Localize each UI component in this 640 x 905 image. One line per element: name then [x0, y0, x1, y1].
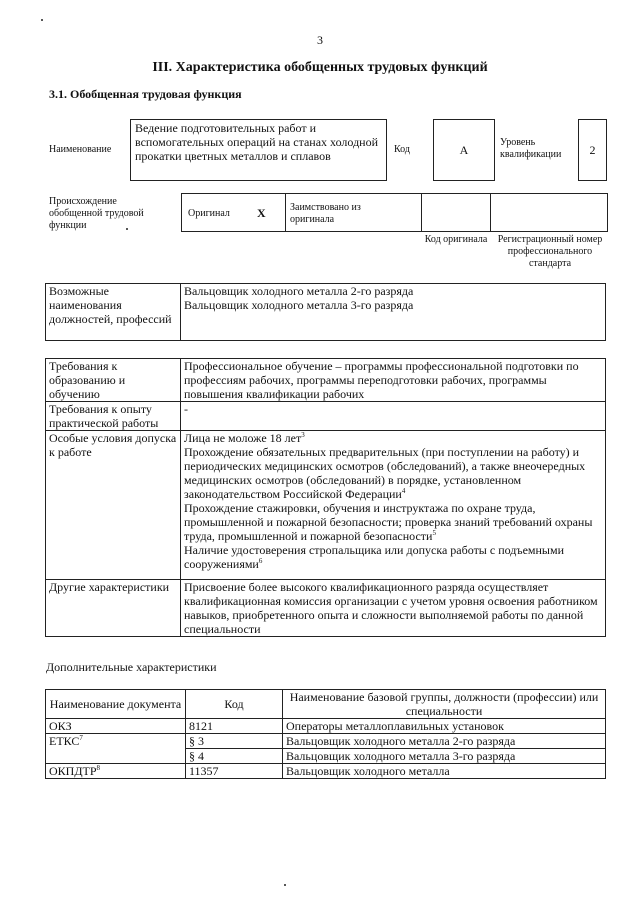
other-value: Присвоение более высокого квалификационного разряда осуществляет квалификационная комиссия организации с учетом уровня освоения работником навыков, приобретенного опыта и сложности выполняемой работы по данной специальности — [181, 580, 606, 637]
row-name: Вальцовщик холодного металла 3-го разряда — [283, 749, 606, 764]
scan-speck — [284, 884, 286, 886]
table-row — [46, 431, 606, 580]
requirements-table — [45, 358, 606, 637]
col-code-header: Код — [186, 690, 283, 719]
table-row — [46, 719, 606, 734]
condition-item: Лица не моложе 18 лет$^3$ — [184, 431, 305, 445]
experience-value: - — [181, 402, 606, 431]
scan-speck — [41, 19, 43, 21]
table-row — [46, 749, 606, 764]
code-value: А — [459, 143, 469, 157]
row-code: 11357 — [186, 764, 283, 779]
level-value: 2 — [589, 143, 596, 157]
additional-title: Дополнительные характеристики — [46, 660, 217, 674]
table-row — [46, 580, 606, 637]
row-code: § 4 — [186, 749, 283, 764]
other-label: Другие характеристики — [46, 580, 181, 637]
name-value-box — [130, 119, 387, 181]
row-doc: ОКПДТР$^8$ — [46, 764, 186, 779]
footnote-ref: 6 — [258, 557, 263, 565]
row-name: Вальцовщик холодного металла — [283, 764, 606, 779]
section-title: III. Характеристика обобщенных трудовых функций — [152, 60, 488, 75]
col-name-header: Наименование базовой группы, должности (профессии) или специальности — [283, 690, 606, 719]
name-value: Ведение подготовительных работ и вспомогательных операций на станах холодной прокатки цветных металлов и сплавов — [135, 121, 379, 163]
row-doc: ОКЗ — [46, 719, 186, 734]
conditions-value — [181, 431, 606, 580]
list-item: Вальцовщик холодного металла 3-го разряда — [184, 298, 414, 312]
condition-item: Прохождение стажировки, обучения и инструктажа по охране труда, промышленной и пожарной безопасности; проверка знаний требований охраны труда, промышленной и пожарной безопасности$^5$ — [184, 501, 593, 543]
table-row — [46, 734, 606, 749]
page-number: 3 — [317, 33, 323, 47]
experience-label: Требования к опыту практической работы — [46, 402, 181, 431]
original-label: Оригинал — [188, 208, 230, 219]
code-original-caption: Код оригинала — [424, 234, 488, 245]
origin-divider — [490, 193, 491, 232]
additional-table — [45, 689, 606, 779]
code-value-box — [433, 119, 495, 181]
original-mark: X — [257, 206, 266, 220]
name-label: Наименование — [49, 144, 112, 155]
origin-label: Происхождение обобщенной трудовой функции — [49, 196, 144, 231]
row-code: § 3 — [186, 734, 283, 749]
row-code: 8121 — [186, 719, 283, 734]
condition-item: Прохождение обязательных предварительных (при поступлении на работу) и периодических медицинских осмотров (обследований), а также внеочередных медицинских осмотров (обследований) в порядке, установленном законодательством Российской Федерации$^4$ — [184, 445, 586, 501]
positions-table — [45, 283, 606, 341]
footnote-ref: 7 — [79, 734, 83, 742]
positions-label: Возможные наименования должностей, профессий — [46, 284, 181, 341]
col-doc-header: Наименование документа — [46, 690, 186, 719]
conditions-label: Особые условия допуска к работе — [46, 431, 181, 580]
row-doc — [46, 749, 186, 764]
footnote-ref: 8 — [96, 764, 101, 772]
footnote-ref: 5 — [432, 529, 436, 537]
code-label: Код — [394, 144, 410, 155]
table-row — [46, 284, 606, 341]
table-row — [46, 359, 606, 402]
row-name: Операторы металлоплавильных установок — [283, 719, 606, 734]
positions-value — [181, 284, 606, 341]
borrowed-label: Заимствовано из оригинала — [290, 202, 361, 225]
reg-number-caption: Регистрационный номер профессионального стандарта — [497, 234, 603, 269]
origin-divider — [421, 193, 422, 232]
table-row — [46, 764, 606, 779]
education-label: Требования к образованию и обучению — [46, 359, 181, 402]
education-value: Профессиональное обучение – программы профессиональной подготовки по профессиям рабочих, программы переподготовки рабочих, программы повышения квалификации рабочих — [181, 359, 606, 402]
subsection-title: 3.1. Обобщенная трудовая функция — [49, 87, 242, 101]
footnote-ref: 4 — [401, 487, 406, 495]
row-name: Вальцовщик холодного металла 2-го разряда — [283, 734, 606, 749]
level-value-box — [578, 119, 607, 181]
origin-divider — [285, 193, 286, 232]
row-doc: ЕТКС$^7$ — [46, 734, 186, 749]
footnote-ref: 3 — [301, 431, 305, 439]
table-row — [46, 402, 606, 431]
condition-item: Наличие удостоверения стропальщика или допуска работы с подъемными сооружениями$^6$ — [184, 543, 565, 571]
list-item: Вальцовщик холодного металла 2-го разряда — [184, 284, 414, 298]
table-row — [46, 690, 606, 719]
level-label: Уровень квалификации — [500, 137, 562, 160]
